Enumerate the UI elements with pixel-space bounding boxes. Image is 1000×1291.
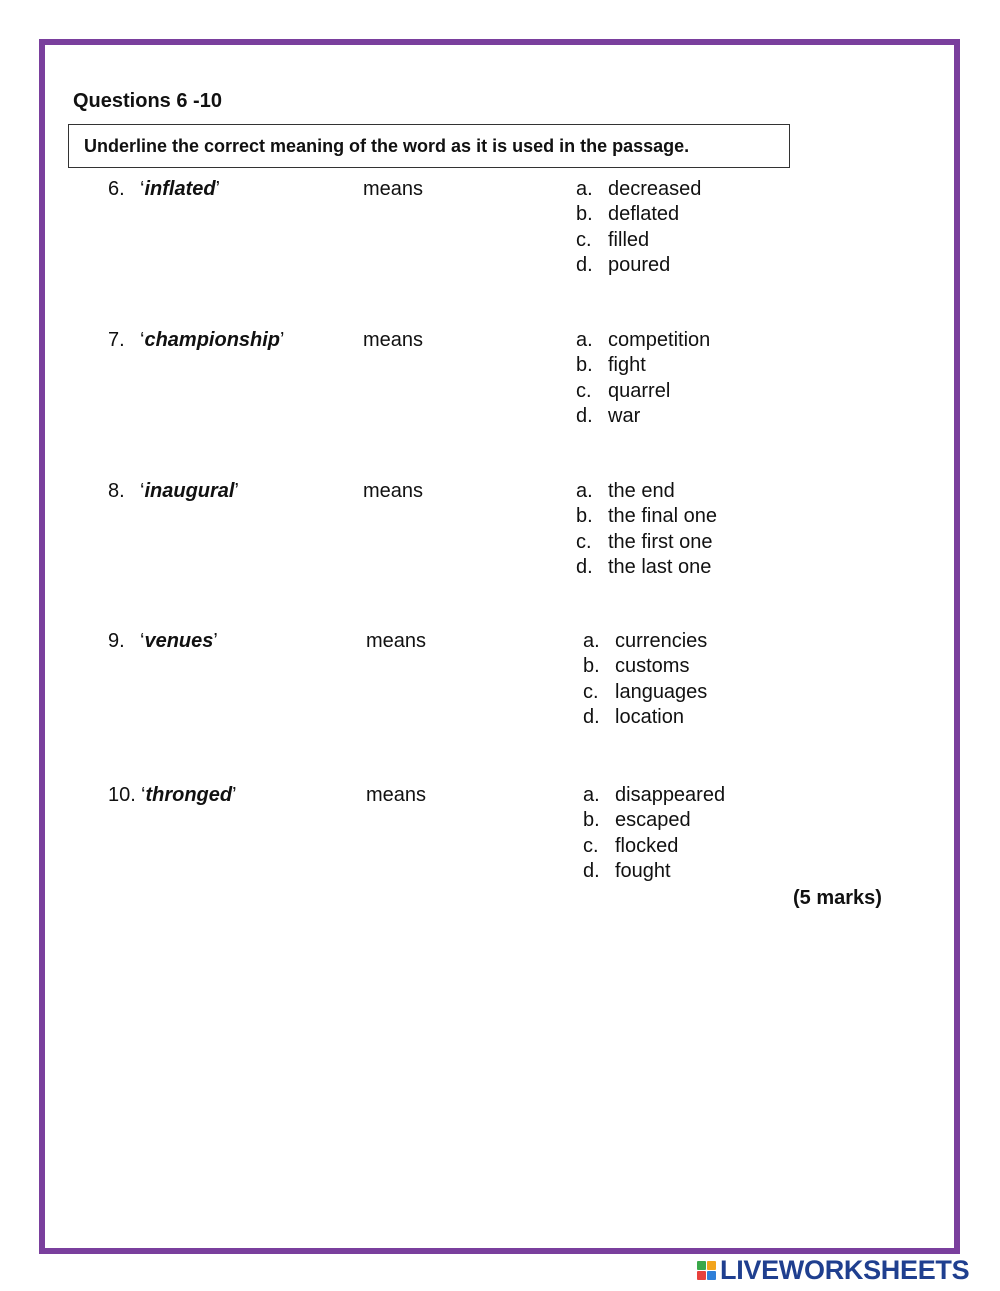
means-label: means	[363, 480, 424, 502]
answer-option[interactable]: a. the end	[576, 480, 675, 502]
question-number: 6.	[108, 178, 125, 200]
answer-option[interactable]: c. quarrel	[576, 379, 671, 402]
logo-tile	[707, 1261, 716, 1270]
answer-option[interactable]: a. currencies	[583, 630, 708, 652]
answer-option[interactable]: d. location	[583, 705, 684, 728]
logo-tile	[697, 1271, 706, 1280]
question-item	[0, 784, 1000, 894]
answer-option[interactable]: b. customs	[583, 655, 690, 678]
question-word: ‘championship’	[140, 329, 285, 351]
answer-option[interactable]: b. fight	[576, 354, 646, 377]
answer-options	[576, 480, 717, 581]
answer-option[interactable]: c. flocked	[583, 834, 679, 857]
means-label: means	[363, 178, 424, 200]
question-word: ‘inaugural’	[140, 480, 239, 502]
answer-option[interactable]: d. the last one	[576, 555, 712, 578]
answer-option[interactable]: b. deflated	[576, 203, 680, 226]
marks-label: (5 marks)	[793, 887, 882, 909]
question-word: ‘thronged’	[141, 784, 237, 806]
means-label: means	[366, 784, 427, 806]
means-label: means	[363, 329, 424, 351]
answer-option[interactable]: b. the final one	[576, 505, 717, 528]
question-number: 10.	[108, 784, 136, 806]
logo-tile	[697, 1261, 706, 1270]
question-item	[0, 329, 1000, 439]
question-item	[0, 178, 1000, 288]
answer-options	[576, 329, 710, 430]
instruction-box	[68, 124, 790, 168]
question-word: ‘inflated’	[140, 178, 221, 200]
question-word: ‘venues’	[140, 630, 218, 652]
answer-option[interactable]: d. war	[576, 404, 641, 427]
answer-options	[583, 630, 707, 731]
answer-options	[583, 784, 725, 885]
liveworksheets-logo-text: LIVEWORKSHEETS	[720, 1255, 970, 1285]
question-number: 9.	[108, 630, 125, 652]
answer-option[interactable]: d. fought	[583, 859, 671, 882]
answer-option[interactable]: a. competition	[576, 329, 711, 351]
question-item	[0, 630, 1000, 740]
answer-option[interactable]: d. poured	[576, 253, 671, 276]
question-number: 8.	[108, 480, 125, 502]
liveworksheets-logo-icon	[697, 1261, 716, 1280]
answer-option[interactable]: c. filled	[576, 228, 650, 251]
answer-option[interactable]: b. escaped	[583, 809, 691, 832]
section-heading: Questions 6 -10	[73, 90, 222, 112]
answer-option[interactable]: c. the first one	[576, 530, 713, 553]
liveworksheets-logo[interactable]	[697, 1255, 969, 1286]
logo-tile	[707, 1271, 716, 1280]
answer-option[interactable]: a. disappeared	[583, 784, 726, 806]
means-label: means	[366, 630, 427, 652]
instruction-text: Underline the correct meaning of the word as it is used in the passage.	[84, 135, 690, 156]
answer-option[interactable]: c. languages	[583, 680, 708, 703]
answer-options	[576, 178, 701, 279]
question-item	[0, 480, 1000, 590]
question-number: 7.	[108, 329, 125, 351]
answer-option[interactable]: a. decreased	[576, 178, 702, 200]
